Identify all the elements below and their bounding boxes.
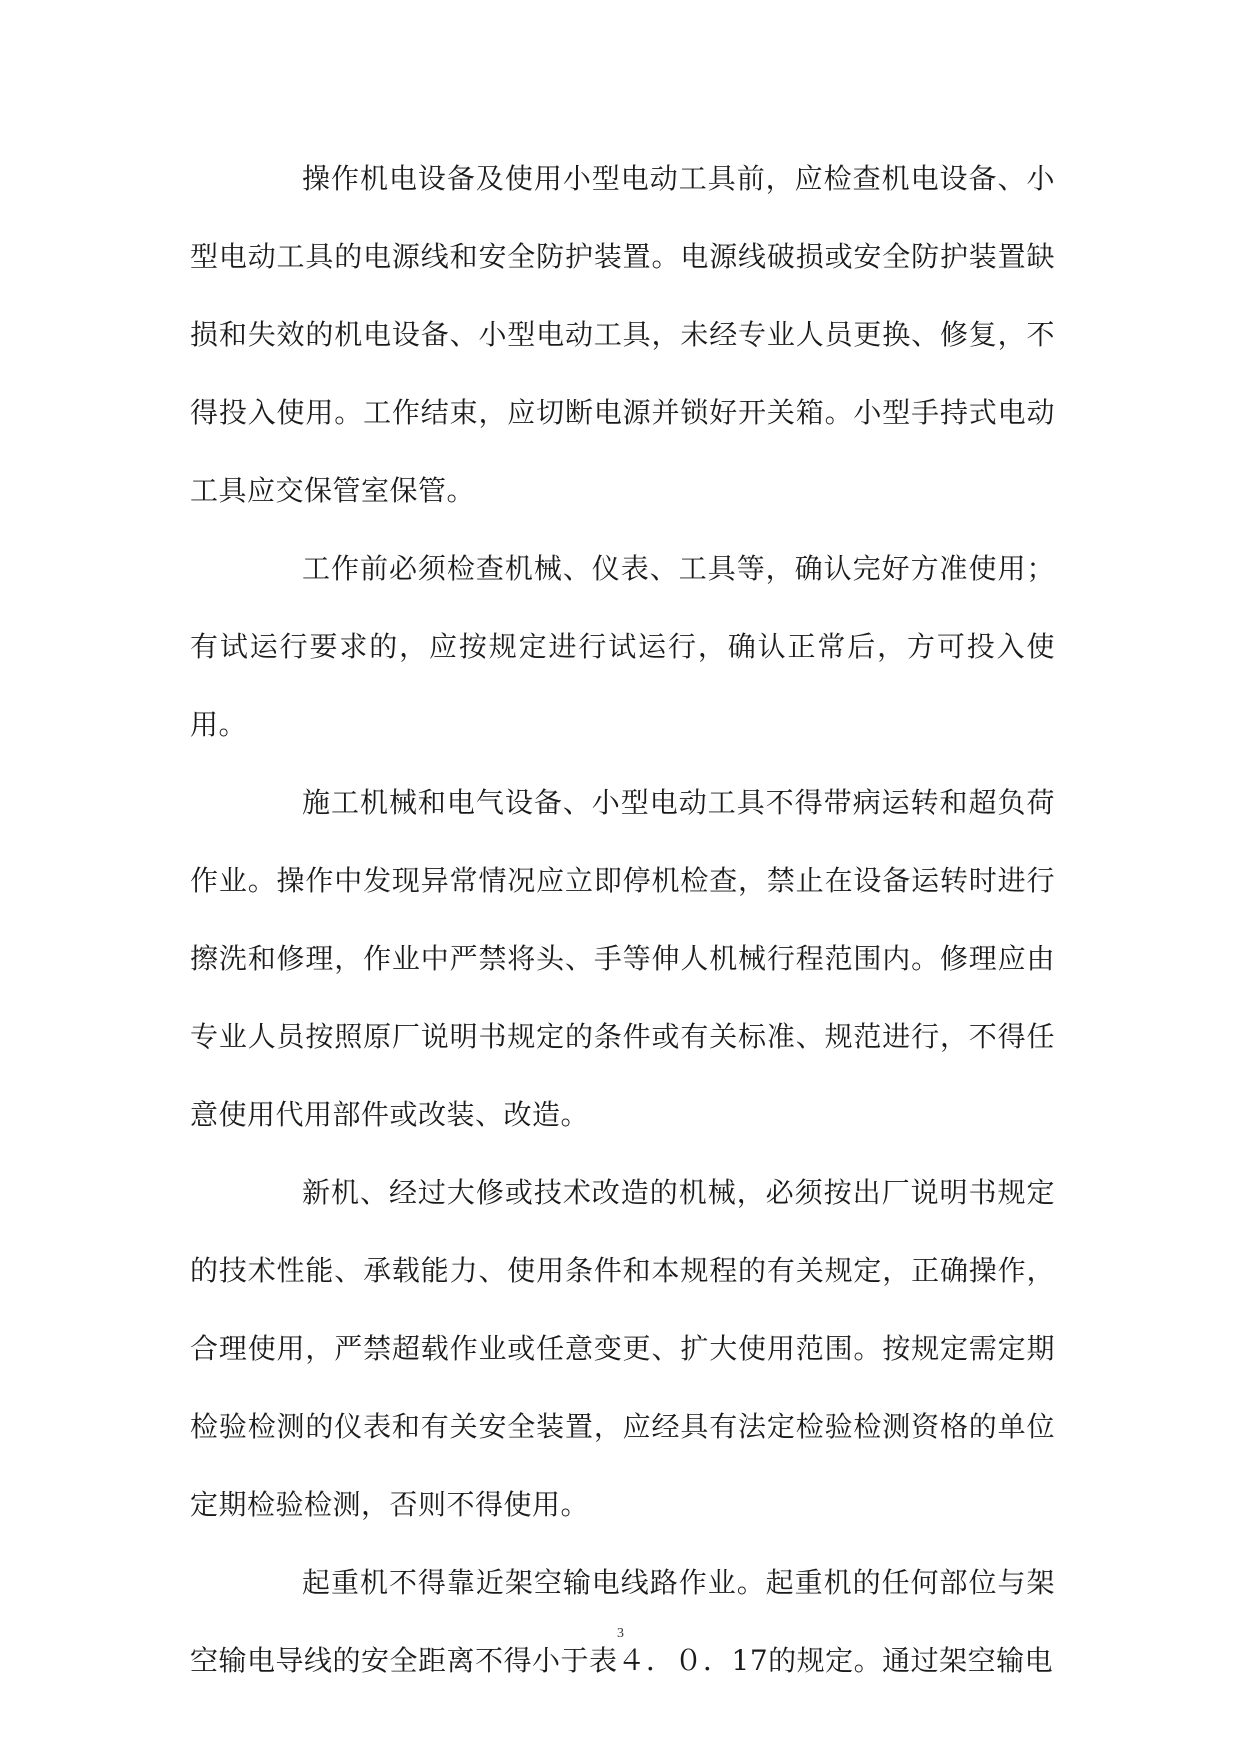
paragraph-no-overload-operation: 施工机械和电气设备、小型电动工具不得带病运转和超负荷作业。操作中发现异常情况应立即停机检查，禁止在设备运转时进行擦洗和修理，作业中严禁将头、手等伸人机械行程范围内。修理应由专业人员按照原厂说明书规定的条件或有关标准、规范进行，不得任意使用代用部件或改装、改造。 — [190, 786, 1055, 1131]
paragraph-crane-power-line: 起重机不得靠近架空输电线路作业。起重机的任何部位与架空输电导线的安全距离不得小于表４．０．17的规定。通过架空输电 — [190, 1566, 1055, 1677]
paragraph-pre-work-check: 工作前必须检查机械、仪表、工具等，确认完好方准使用；有试运行要求的，应按规定进行试运行，确认正常后，方可投入使用。 — [190, 552, 1055, 741]
body-text — [190, 140, 1055, 1700]
paragraph-new-machine-usage: 新机、经过大修或技术改造的机械，必须按出厂说明书规定的技术性能、承载能力、使用条件和本规程的有关规定，正确操作，合理使用，严禁超载作业或任意变更、扩大使用范围。按规定需定期检验检测的仪表和有关安全装置，应经具有法定检验检测资格的单位定期检验检测，否则不得使用。 — [190, 1176, 1055, 1521]
paragraph-electrical-tools-inspection: 操作机电设备及使用小型电动工具前，应检查机电设备、小型电动工具的电源线和安全防护装置。电源线破损或安全防护装置缺损和失效的机电设备、小型电动工具，未经专业人员更换、修复，不得投入使用。工作结束，应切断电源并锁好开关箱。小型手持式电动工具应交保管室保管。 — [190, 162, 1055, 507]
page-number: 3 — [617, 1626, 624, 1641]
